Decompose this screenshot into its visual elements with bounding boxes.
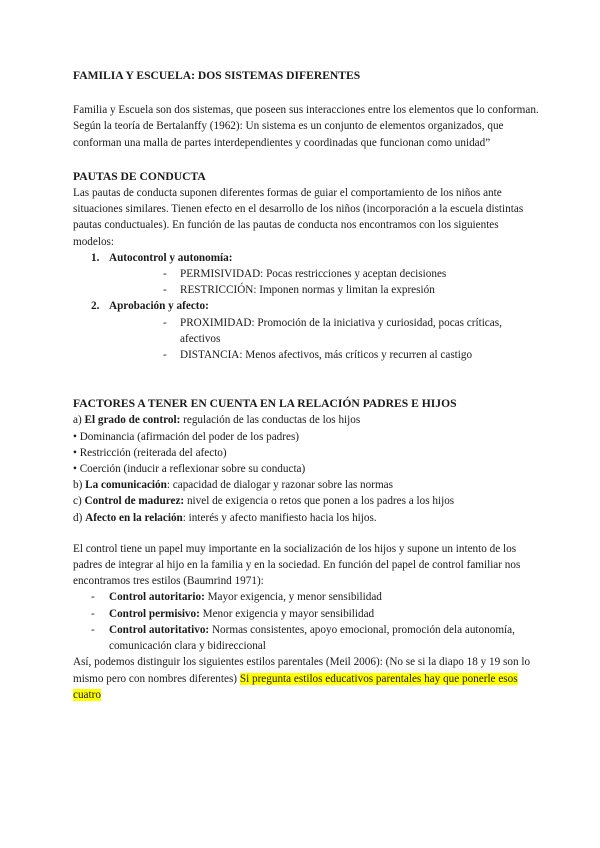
control-style-label: Control permisivo: — [109, 607, 200, 620]
control-style-text: Normas consistentes, apoyo emocional, promoción dela autonomía, comunicación clara y bidireccional — [109, 623, 515, 653]
pautas-paragraph: Las pautas de conducta suponen diferentes formas de guiar el comportamiento de los niños ante situaciones similares. Tienen efecto en el desarrollo de los niños (incorporación a la escuela distintas pautas conductuales). En función de las pautas de conducta nos encontramos con los siguientes modelos: — [73, 187, 524, 248]
model-number: 1. — [91, 251, 100, 264]
model-subitem-text: RESTRICCIÓN: Imponen normas y limitan la expresión — [180, 284, 435, 297]
factor-prefix: c) — [73, 495, 85, 508]
dash-bullet: - — [163, 284, 167, 297]
control-style-item — [73, 622, 540, 654]
dash-bullet: - — [163, 349, 167, 362]
model-subitem-text: PROXIMIDAD: Promoción de la iniciativa y curiosidad, pocas críticas, afectivos — [180, 316, 502, 345]
dash-bullet: - — [163, 316, 167, 329]
dash-bullet: - — [163, 268, 167, 281]
model-subitem — [109, 347, 540, 363]
factor-label: Afecto en la relación — [85, 511, 183, 524]
factores-heading: FACTORES A TENER EN CUENTA EN LA RELACIÓN PADRES E HIJOS — [73, 397, 457, 411]
model-item — [73, 298, 540, 363]
model-sublist — [109, 266, 540, 298]
pautas-heading: PAUTAS DE CONDUCTA — [73, 169, 206, 183]
factor-label: El grado de control: — [84, 414, 181, 427]
model-number: 2. — [91, 300, 100, 313]
control-paragraph: El control tiene un papel muy importante en la socialización de los hijos y supone un intento de los padres de integrar al hijo en la familia y en la sociedad. En función del papel de control familiar nos encontramos tres estilos (Baumrind 1971): — [73, 542, 521, 588]
model-subitem — [109, 282, 540, 298]
factor-bullet: • Restricción (reiterada del afecto) — [73, 446, 227, 459]
model-label: Aprobación y afecto: — [109, 300, 209, 313]
control-style-item — [73, 589, 540, 605]
factor-c — [73, 493, 540, 509]
closing-text: Así, podemos distinguir los siguientes estilos parentales (Meil 2006): (No se si la diapo 18 y 19 son lo mismo pero con nombres diferentes) — [73, 656, 531, 685]
page-title: FAMILIA Y ESCUELA: DOS SISTEMAS DIFERENTES — [73, 69, 361, 82]
control-style-item — [73, 606, 540, 622]
factor-text: : interés y afecto manifiesto hacia los hijos. — [182, 511, 377, 524]
control-style-label: Control autoritario: — [109, 591, 205, 604]
model-subitem-text: DISTANCIA: Menos afectivos, más críticos y recurren al castigo — [180, 349, 473, 362]
model-sublist — [109, 315, 540, 364]
factor-bullet: • Coerción (inducir a reflexionar sobre su conducta) — [73, 463, 306, 476]
dash-bullet: - — [91, 623, 95, 636]
model-subitem-text: PERMISIVIDAD: Pocas restricciones y aceptan decisiones — [180, 268, 447, 281]
closing-paragraph — [73, 654, 540, 703]
intro-paragraph: Familia y Escuela son dos sistemas, que poseen sus interacciones entre los elementos que lo conforman. Según la teoría de Bertalanffy (1962): Un sistema es un conjunto de elementos organizados, que conforman una malla de partes interdependientes y coordinadas que funcionan como unidad” — [73, 104, 539, 149]
factor-bullet: • Dominancia (afirmación del poder de los padres) — [73, 430, 300, 443]
control-style-text: Mayor exigencia, y menor sensibilidad — [204, 591, 382, 604]
model-subitem — [109, 315, 540, 347]
factor-prefix: b) — [73, 479, 86, 492]
factor-d — [73, 510, 540, 526]
factor-prefix: a) — [73, 414, 85, 427]
highlighted-note: Si pregunta estilos educativos parentales hay que ponerle esos cuatro — [73, 672, 518, 701]
control-style-label: Control autoritativo: — [109, 623, 210, 636]
model-subitem — [109, 266, 540, 282]
dash-bullet: - — [91, 591, 95, 604]
factor-label: Control de madurez: — [84, 495, 185, 508]
control-style-text: Menor exigencia y mayor sensibilidad — [199, 607, 375, 620]
factor-prefix: d) — [73, 511, 86, 524]
model-label: Autocontrol y autonomía: — [109, 251, 233, 264]
factor-text: nivel de exigencia o retos que ponen a los padres a los hijos — [184, 495, 455, 508]
factor-text: : capacidad de dialogar y razonar sobre las normas — [166, 479, 393, 492]
factor-b — [73, 477, 540, 493]
factor-a — [73, 412, 540, 428]
models-list — [73, 250, 540, 363]
control-styles-list — [73, 589, 540, 654]
factor-label: La comunicación — [85, 479, 167, 492]
model-item — [73, 250, 540, 299]
factor-text: regulación de las conductas de los hijos — [180, 414, 361, 427]
dash-bullet: - — [91, 607, 95, 620]
